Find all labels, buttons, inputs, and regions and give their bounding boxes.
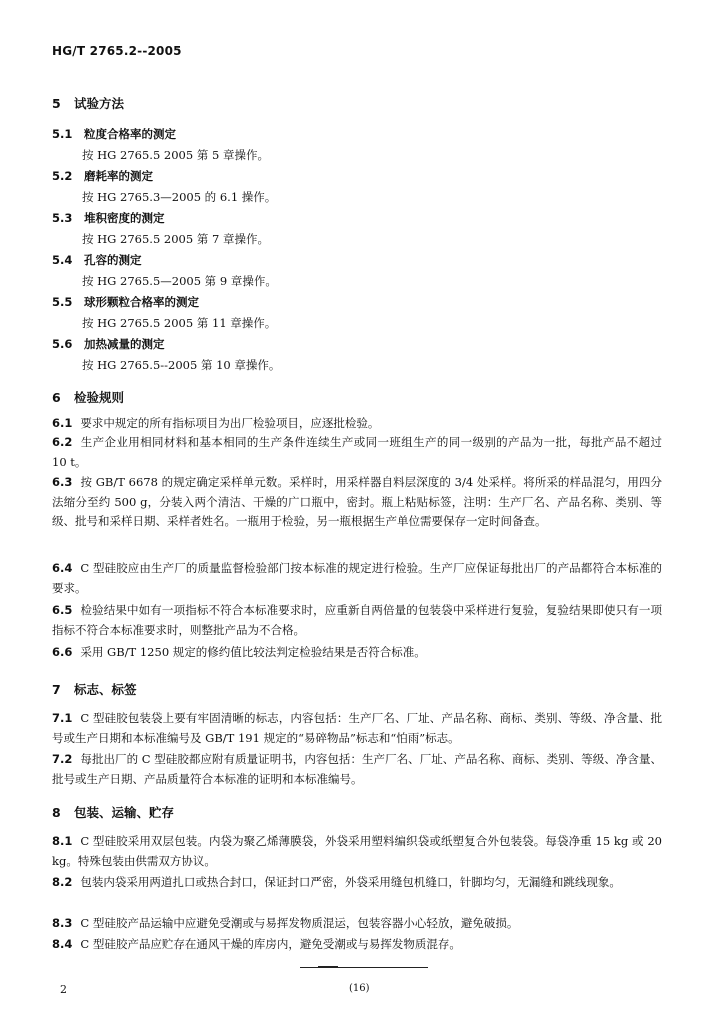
clause-5-6-heading: 5.6 加热减量的测定 [52,337,165,351]
section-6-heading: 6 检验规则 [52,390,125,405]
clause-8-3: 8.3 C 型硅胶产品运输中应避免受潮或与易挥发物质混运，包装容器小心轻放，避免破损。 [52,916,519,930]
clause-7-1: 7.1 C 型硅胶包装袋上要有牢固清晰的标志，内容包括：生产厂名、厂址、产品名称、商标、类别、等级、净含量、批号或生产日期和本标准编号及 GB/T 191 规定的“易碎物品”标志和“怕雨”标志。 [52,711,662,745]
footer-rule-accent [318,966,338,968]
section-title: 试验方法 [74,96,125,111]
clause-6-1: 6.1 要求中规定的所有指标项目为出厂检验项目，应逐批检验。 [52,416,380,430]
section-5-heading [52,94,124,112]
clause-5-3-heading: 5.3 堆积密度的测定 [52,211,165,225]
clause-5-2-body: 按 HG 2765.3—2005 的 6.1 操作。 [82,190,277,204]
standard-code-header: HG/T 2765.2--2005 [52,44,182,58]
page-number: 2 [60,983,67,996]
clause-5-1-body: 按 HG 2765.5 2005 第 5 章操作。 [82,148,269,162]
section-number: 5 [52,96,61,111]
clause-5-3-body: 按 HG 2765.5 2005 第 7 章操作。 [82,232,269,246]
clause-5-2-heading: 5.2 磨耗率的测定 [52,169,153,183]
clause-5-4-body: 按 HG 2765.5—2005 第 9 章操作。 [82,274,277,288]
clause-6-3: 6.3 按 GB/T 6678 的规定确定采样单元数。采样时，用采样器自料层深度的 3/4 处采样。将所采的样品混匀，用四分法缩分至约 500 g，分装入两个清洁、干燥的广口瓶中，密封。瓶上粘贴标签，注明：生产厂名、产品名称、类别、等级、批号和采样日期、采样者姓名。一瓶用于检验，另一瓶根据生产单位需要保存一定时间备查。 [52,475,662,528]
clause-7-2: 7.2 每批出厂的 C 型硅胶都应附有质量证明书，内容包括：生产厂名、厂址、产品名称、商标、类别、等级、净含量、批号或生产日期、产品质量符合本标准的证明和本标准编号。 [52,752,662,786]
section-7-heading: 7 标志、标签 [52,682,137,697]
clause-5-5-heading: 5.5 球形颗粒合格率的测定 [52,295,199,309]
clause-5-5-body: 按 HG 2765.5 2005 第 11 章操作。 [82,316,277,330]
clause-6-5: 6.5 检验结果中如有一项指标不符合本标准要求时，应重新自两倍量的包装袋中采样进行复验，复验结果即使只有一项指标不符合本标准要求时，则整批产品为不合格。 [52,603,662,637]
clause-8-2: 8.2 包装内袋采用两道扎口或热合封口，保证封口严密，外袋采用缝包机缝口，针脚均匀，无漏缝和跳线现象。 [52,875,621,889]
clause-5-6-body: 按 HG 2765.5--2005 第 10 章操作。 [82,358,281,372]
section-8-heading: 8 包装、运输、贮存 [52,805,175,820]
clause-5-4-heading: 5.4 孔容的测定 [52,253,142,267]
page-code: (16) [349,983,370,994]
clause-6-6: 6.6 采用 GB/T 1250 规定的修约值比较法判定检验结果是否符合标准。 [52,645,426,659]
clause-8-4: 8.4 C 型硅胶产品应贮存在通风干燥的库房内，避免受潮或与易挥发物质混存。 [52,937,461,951]
clause-6-4: 6.4 C 型硅胶应由生产厂的质量监督检验部门按本标准的规定进行检验。生产厂应保证每批出厂的产品都符合本标准的要求。 [52,561,662,595]
clause-8-1: 8.1 C 型硅胶采用双层包装。内袋为聚乙烯薄膜袋，外袋采用塑料编织袋或纸塑复合外包装袋。每袋净重 15 kg 或 20 kg。特殊包装由供需双方协议。 [52,834,662,868]
clause-6-2: 6.2 生产企业用相同材料和基本相同的生产条件连续生产或同一班组生产的同一级别的产品为一批，每批产品不超过 10 t。 [52,435,662,469]
clause-5-1-heading: 5.1 粒度合格率的测定 [52,127,176,141]
